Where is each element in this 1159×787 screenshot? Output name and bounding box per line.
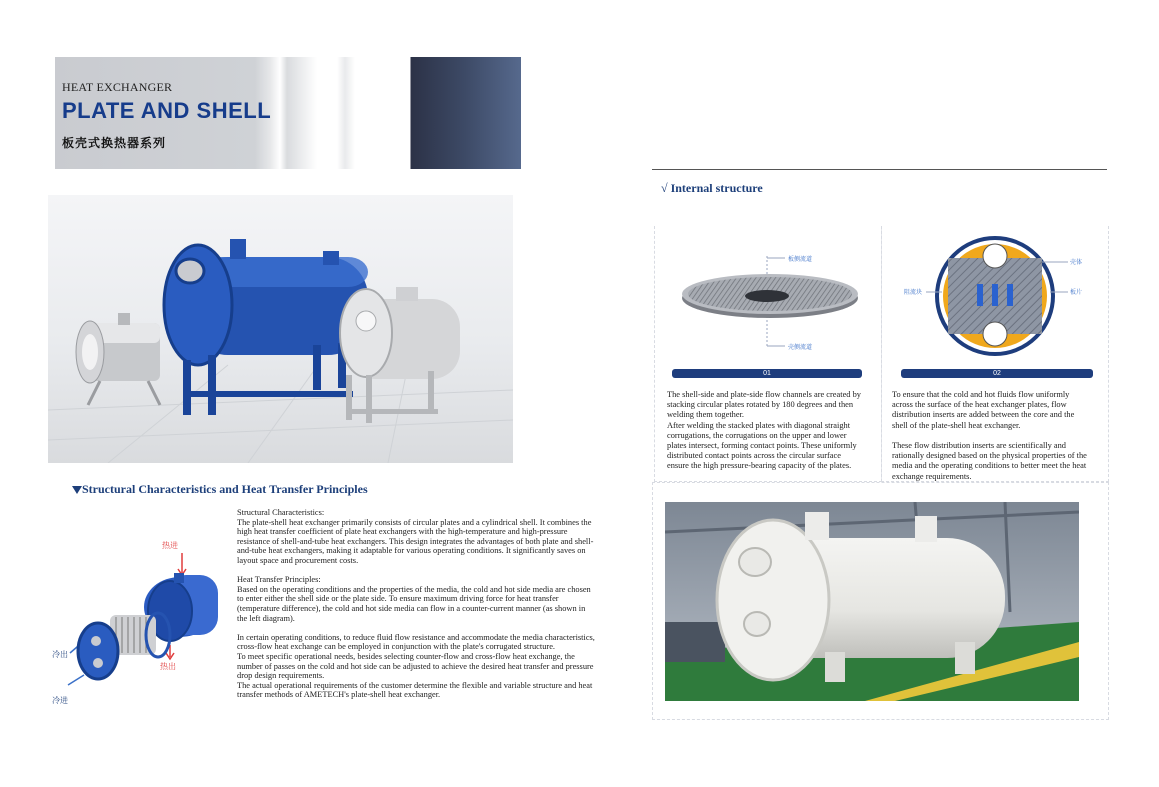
body-text: [237, 508, 597, 700]
paragraph: These flow distribution inserts are scientifically and rationally designed based on the physical properties of the media and the operating conditions to better meet the heat exchange requirements.: [892, 441, 1087, 481]
paragraph: Structural Characteristics:: [237, 508, 325, 517]
paragraph-gap: [892, 431, 1088, 441]
label-baffle: 阻流块: [904, 289, 923, 296]
paragraph: Based on the operating conditions and the properties of the media, the cold and hot side media are chosen to enter either the shell side or the plate side. To ensure maximum driving force for heat transfer (temperature difference), the cold and hot side media can flow in a counter-current manner (as shown in the left diagram).: [237, 584, 591, 623]
label-shell-channel: 壳侧流道: [788, 344, 813, 351]
panel-02-text: [892, 390, 1088, 482]
label-shell: 壳体: [1070, 259, 1083, 266]
panel-01-text: [667, 390, 863, 472]
diagram-label-hot-out: 热出: [160, 662, 176, 671]
diagram-label-cold-in: 冷进: [52, 696, 68, 705]
divider: [652, 169, 1107, 170]
exploded-diagram: [50, 535, 230, 710]
badge-02: 02: [901, 369, 1093, 378]
panel-02: [881, 226, 1109, 482]
paragraph: The shell-side and plate-side flow channels are created by stacking circular plates rotated by 180 degrees and then welding them together.: [667, 390, 861, 420]
badge-01: 01: [672, 369, 862, 378]
label-plate: 板片: [1070, 289, 1083, 296]
paragraph: The plate-shell heat exchanger primarily consists of circular plates and a cylindrical shell. It combines the high heat transfer coefficient of plate heat exchangers with the high-temperature and high-pressure resistance of shell-and-tube heat exchangers. This design integrates the advantages of both plate and shell-and-tube heat exchangers, making it adaptable for various operating conditions. It significantly saves on layout space and procurement costs.: [237, 517, 594, 565]
plate-stack-figure: [655, 226, 881, 366]
label-plate-channel: 板侧流道: [788, 256, 813, 263]
paragraph: After welding the stacked plates with diagonal straight corrugations, the corrugations on the upper and lower plates intersect, forming contact points. These uniformly distributed contact points across the circular surface ensure the high pressure-bearing capacity of the plates.: [667, 420, 857, 471]
banner-subtitle: HEAT EXCHANGER: [62, 80, 173, 94]
paragraph: Heat Transfer Principles:: [237, 575, 321, 585]
internal-structure-heading: √ Internal structure: [661, 181, 763, 195]
factory-photo-heat-exchanger: [665, 502, 1079, 701]
paragraph-gap: [237, 566, 597, 576]
diagram-label-hot-in: 热进: [162, 541, 178, 550]
product-photo-heat-exchangers: [48, 195, 513, 463]
paragraph: The actual operational requirements of the customer determine the flexible and variable structure and heat transfer methods of AMETECH's plate-shell heat exchanger.: [237, 680, 593, 700]
banner-title: PLATE AND SHELL: [62, 98, 272, 123]
section-heading: Structural Characteristics and Heat Transfer Principles: [82, 482, 368, 496]
paragraph: In certain operating conditions, to reduce fluid flow resistance and accommodate the media characteristics, cross-flow heat exchange can be employed in conjunction with the plate's corrugated structure.: [237, 632, 595, 652]
banner-title-cn: 板壳式换热器系列: [62, 136, 167, 150]
panel-01: [654, 226, 882, 482]
paragraph-gap: [237, 623, 597, 633]
paragraph: To ensure that the cold and hot fluids flow uniformly across the surface of the heat exchanger plates, flow distribution inserts are added between the core and the shell of the plate-shell heat exchanger.: [892, 390, 1075, 430]
diagram-label-cold-out: 冷出: [52, 650, 68, 659]
flow-insert-figure: [882, 226, 1108, 366]
triangle-bullet-icon: [72, 486, 82, 494]
paragraph: To meet specific operational needs, besides selecting counter-flow and cross-flow heat exchange, the number of passes on the cold and hot side can be adjusted to achieve the desired heat transfer and pressure drop design requirements.: [237, 651, 594, 681]
